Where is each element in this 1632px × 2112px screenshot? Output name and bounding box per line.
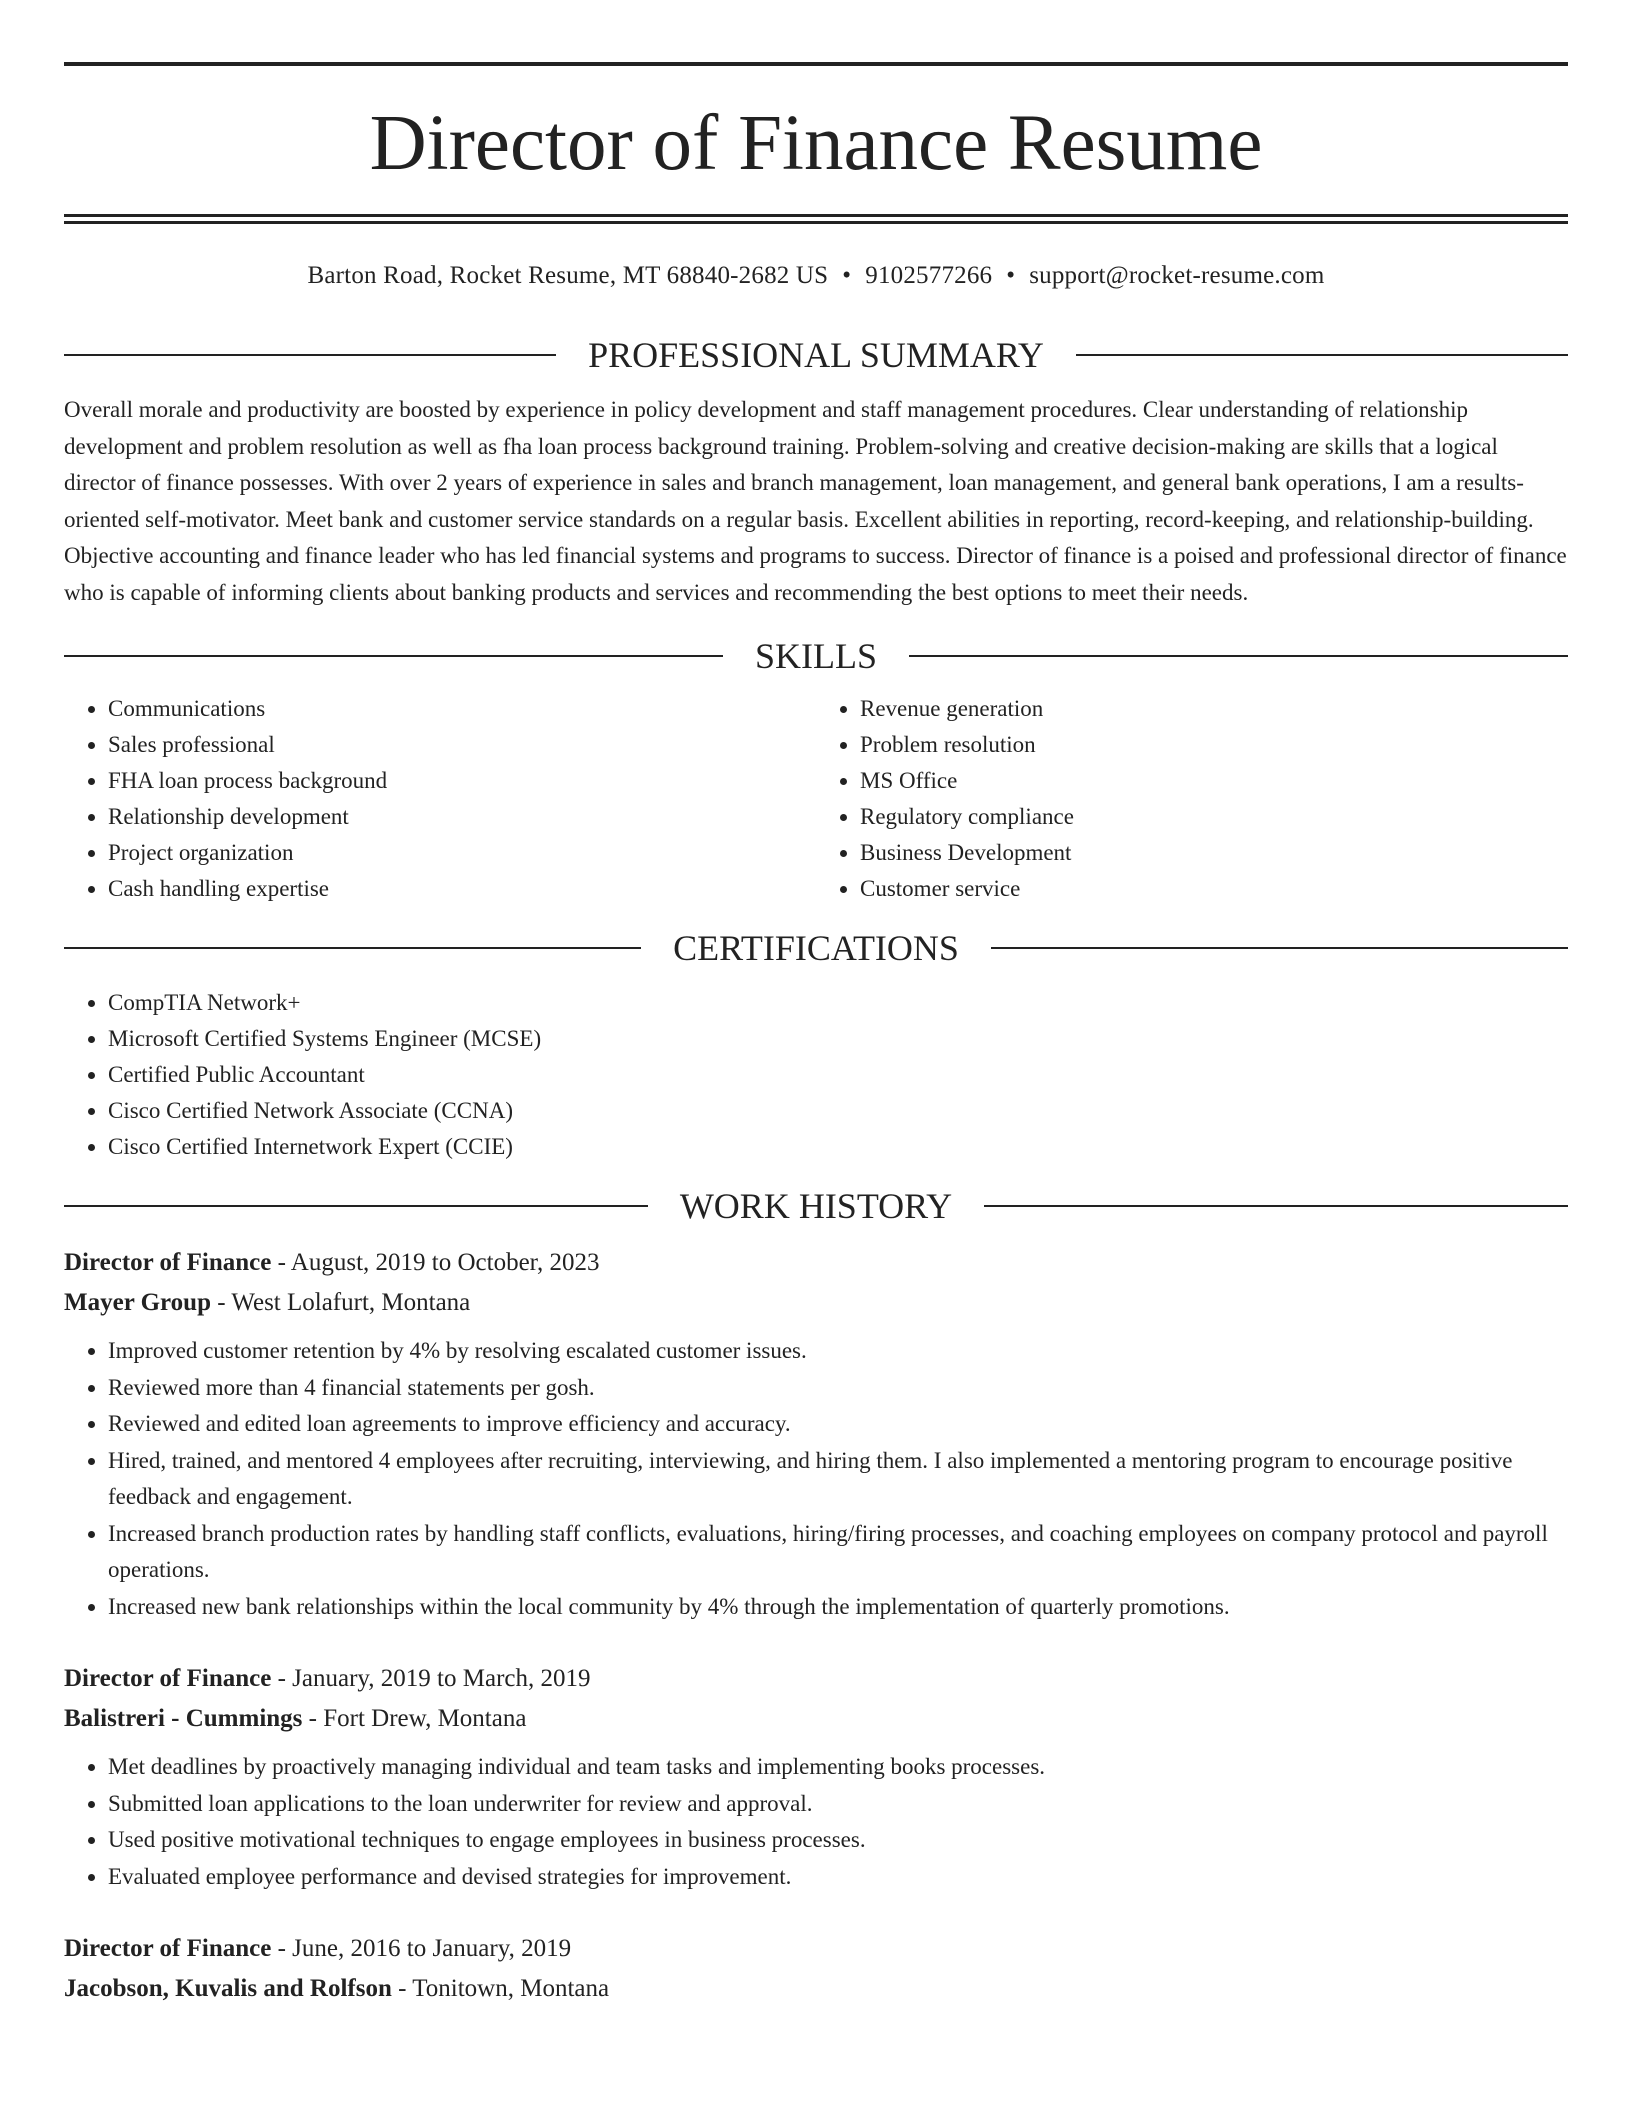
skills-list-right: [816, 691, 1568, 907]
certification-item: • Certified Public Accountant: [108, 1057, 1568, 1093]
skill-item: • Revenue generation: [860, 691, 1568, 727]
section-rule: [909, 655, 1568, 657]
job-entry: [64, 1243, 1568, 1625]
job-title-line: [64, 1659, 1568, 1699]
top-rule: [64, 62, 1568, 66]
skill-item: • Customer service: [860, 871, 1568, 907]
job-title: Director of Finance: [64, 1249, 272, 1276]
job-entry: [64, 1659, 1568, 1895]
job-bullets: [64, 1333, 1568, 1625]
job-entry: [64, 1929, 1568, 2009]
job-bullet: • Reviewed and edited loan agreements to improve efficiency and accuracy.: [108, 1406, 1568, 1443]
skill-item: • FHA loan process background: [108, 763, 816, 799]
job-company-line: [64, 1969, 1568, 2009]
job-company: Mayer Group: [64, 1289, 211, 1316]
section-rule: [64, 354, 556, 356]
contact-email: support@rocket-resume.com: [1029, 262, 1325, 289]
job-location: - Tonitown, Montana: [391, 1975, 610, 2002]
skill-item: • Project organization: [108, 835, 816, 871]
certification-item: • CompTIA Network+: [108, 985, 1568, 1021]
job-dates: - August, 2019 to October, 2023: [271, 1249, 600, 1276]
contact-phone: 9102577266: [865, 262, 993, 289]
summary-paragraph: Overall morale and productivity are boosted by experience in policy development and staff management procedures. Clear understanding of relationship development and problem resolution as well as fha loan process background training. Problem-solving and creative decision-making are skills that a logical director of finance possesses. With over 2 years of experience in sales and branch management, loan management, and general bank operations, I am a results-oriented self-motivator. Meet bank and customer service standards on a regular basis. Excellent abilities in reporting, record-keeping, and relationship-building. Objective accounting and finance leader who has led financial systems and programs to success. Director of finance is a poised and professional director of finance who is capable of informing clients about banking products and services and recommending the best options to meet their needs.: [64, 397, 1567, 605]
contact-separator: •: [1006, 262, 1016, 289]
skill-item: • Problem resolution: [860, 727, 1568, 763]
section-rule: [64, 655, 723, 657]
job-company-line: [64, 1699, 1568, 1739]
contact-line: [64, 260, 1568, 292]
section-header-work-history: [64, 1183, 1568, 1229]
job-bullets: [64, 1749, 1568, 1895]
section-rule: [1076, 354, 1568, 356]
section-title-work-history: WORK HISTORY: [679, 1186, 953, 1226]
job-title: Director of Finance: [64, 1935, 272, 1962]
job-location: - West Lolafurt, Montana: [211, 1289, 471, 1316]
section-rule: [64, 1205, 648, 1207]
skill-item: • Relationship development: [108, 799, 816, 835]
section-rule: [984, 1205, 1568, 1207]
job-bullet: • Used positive motivational techniques to engage employees in business processes.: [108, 1822, 1568, 1859]
job-company-line: [64, 1283, 1568, 1323]
section-header-skills: [64, 633, 1568, 679]
job-bullet: • Increased branch production rates by handling staff conflicts, evaluations, hiring/firing processes, and coaching employees on company protocol and payroll operations.: [108, 1516, 1568, 1589]
skill-item: • Cash handling expertise: [108, 871, 816, 907]
job-bullet: • Reviewed more than 4 financial statements per gosh.: [108, 1370, 1568, 1407]
resume-title: Director of Finance Resume: [369, 100, 1263, 187]
section-title-skills: SKILLS: [755, 636, 878, 676]
job-bullet: • Met deadlines by proactively managing individual and team tasks and implementing books processes.: [108, 1749, 1568, 1786]
job-company: Balistreri - Cummings: [64, 1705, 303, 1732]
certifications-list: [64, 985, 1568, 1165]
contact-address: Barton Road, Rocket Resume, MT 68840-2682 US: [307, 262, 829, 289]
job-bullet: • Evaluated employee performance and devised strategies for improvement.: [108, 1859, 1568, 1896]
skills-list-left: [64, 691, 816, 907]
contact-separator: •: [842, 262, 852, 289]
job-dates: - June, 2016 to January, 2019: [271, 1935, 572, 1962]
skills-columns: [64, 691, 1568, 907]
skill-item: • MS Office: [860, 763, 1568, 799]
skill-item: • Sales professional: [108, 727, 816, 763]
certification-item: • Cisco Certified Network Associate (CCNA): [108, 1093, 1568, 1129]
certification-item: • Microsoft Certified Systems Engineer (MCSE): [108, 1021, 1568, 1057]
section-rule: [991, 947, 1568, 949]
skill-item: • Communications: [108, 691, 816, 727]
job-company: Jacobson, Kuvalis and Rolfson: [64, 1975, 392, 2002]
job-dates: - January, 2019 to March, 2019: [271, 1665, 591, 1692]
skill-item: • Regulatory compliance: [860, 799, 1568, 835]
section-title-certifications: CERTIFICATIONS: [673, 928, 959, 968]
certification-item: • Cisco Certified Internetwork Expert (CCIE): [108, 1129, 1568, 1165]
job-bullet: • Improved customer retention by 4% by resolving escalated customer issues.: [108, 1333, 1568, 1370]
job-title-line: [64, 1929, 1568, 1969]
job-bullet: • Increased new bank relationships within the local community by 4% through the implementation of quarterly promotions.: [108, 1589, 1568, 1626]
job-title: Director of Finance: [64, 1665, 272, 1692]
job-bullet: • Hired, trained, and mentored 4 employees after recruiting, interviewing, and hiring them. I also implemented a mentoring program to encourage positive feedback and engagement.: [108, 1443, 1568, 1516]
title-double-rule: [64, 214, 1568, 224]
section-header-summary: [64, 332, 1568, 378]
skill-item: • Business Development: [860, 835, 1568, 871]
section-title-summary: PROFESSIONAL SUMMARY: [588, 335, 1044, 375]
section-header-certifications: [64, 925, 1568, 971]
job-bullet: • Submitted loan applications to the loan underwriter for review and approval.: [108, 1786, 1568, 1823]
job-location: - Fort Drew, Montana: [302, 1705, 527, 1732]
job-title-line: [64, 1243, 1568, 1283]
section-rule: [64, 947, 641, 949]
